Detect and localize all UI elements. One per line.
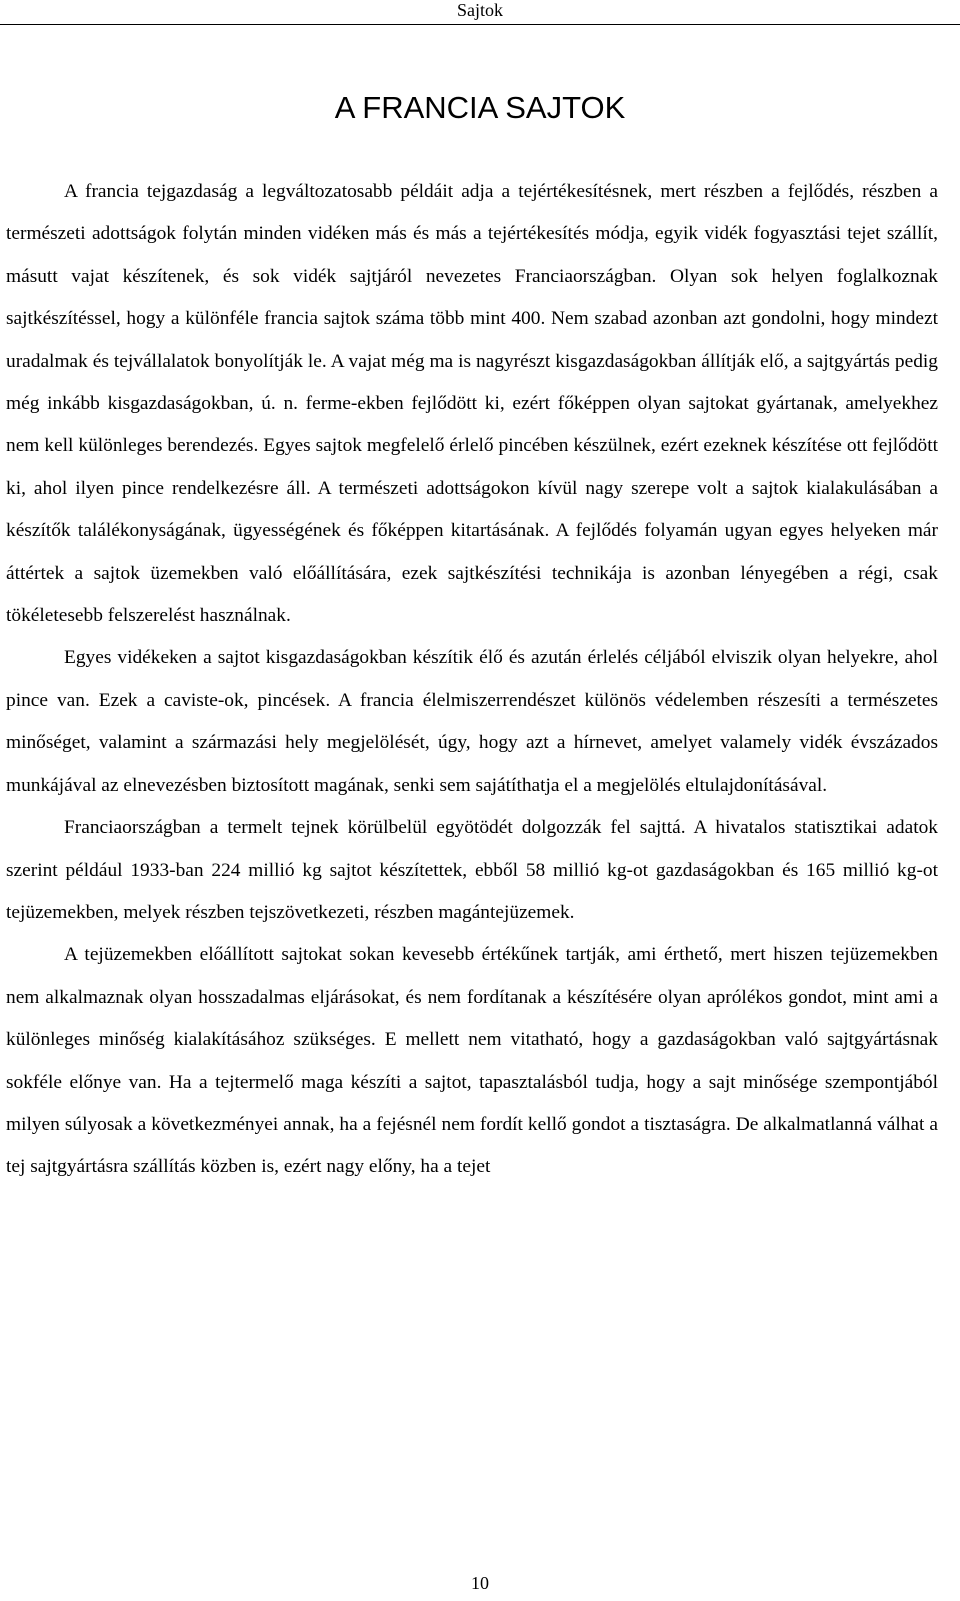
header-divider — [0, 24, 960, 25]
paragraph: A tejüzemekben előállított sajtokat sokan kevesebb értékűnek tartják, ami érthető, mert hiszen tejüzemekben nem alkalmaznak olyan hosszadalmas eljárásokat, és nem fordítanak a készítésére olyan aprólékos gondot, mint ami a különleges minőség kialakításához szükséges. E mellett nem vitatható, hogy a gazdaságokban való sajtgyártásnak sokféle előnye van. Ha a tejtermelő maga készíti a sajtot, tapasztalásból tudja, hogy a sajt minősége szempontjából milyen súlyosak a következményei annak, ha a fejésnél nem fordít kellő gondot a tisztaságra. De alkalmatlanná válhat a tej sajtgyártásra szállítás közben is, ezért nagy előny, ha a tejet — [6, 944, 938, 1178]
page-number: 10 — [471, 1573, 489, 1593]
paragraph: A francia tejgazdaság a legváltozatosabb példáit adja a tejértékesítésnek, mert részben a fejlődés, részben a természeti adottságok folytán minden vidéken más és más a tejértékesítés módja, egyik vidék fogyasztási tejet szállít, másutt vajat készítenek, és sok vidék sajtjáról nevezetes Franciaországban. Olyan sok helyen foglalkoznak sajtkészítéssel, hogy a különféle francia sajtok száma több mint 400. Nem szabad azonban azt gondolni, hogy mindezt uradalmak és tejvállalatok bonyolítják le. A vajat még ma is nagyrészt kisgazdaságokban állítják elő, a sajtgyártás pedig még inkább kisgazdaságokban, ú. n. ferme-ekben fejlődött ki, ezért főképpen olyan sajtokat gyártanak, amelyekhez nem kell különleges berendezés. Egyes sajtok megfelelő érlelő pincében készülnek, ezért ezeknek készítése ott fejlődött ki, ahol ilyen pince rendelkezésre áll. A természeti adottságokon kívül nagy szerepe volt a sajtok kialakulásában a készítők találékonyságának, ügyességének és főképpen kitartásának. A fejlődés folyamán ugyan egyes helyeken már áttértek a sajtok üzemekben való előállítására, ezek sajtkészítési technikája is azonban lényegében a régi, csak tökéletesebb felszerelést használnak. — [6, 181, 938, 627]
paragraph: Egyes vidékeken a sajtot kisgazdaságokban készítik élő és azután érlelés céljából elviszik olyan helyekre, ahol pince van. Ezek a caviste-ok, pincések. A francia élelmiszerrendészet különös védelemben részesíti a természetes minőséget, valamint a származási hely megjelölését, úgy, hogy azt a hírnevet, amelyet valamely vidék évszázados munkájával az elnevezésben biztosított magának, senki sem sajátíthatja el a megjelölés eltulajdonításával. — [6, 647, 938, 796]
document-body — [6, 171, 938, 1189]
running-header: Sajtok — [456, 0, 503, 20]
document-title: A FRANCIA SAJTOK — [334, 90, 626, 125]
paragraph: Franciaországban a termelt tejnek körülbelül egyötödét dolgozzák fel sajttá. A hivatalos statisztikai adatok szerint például 1933-ban 224 millió kg sajtot készítettek, ebből 58 millió kg-ot gazdaságokban és 165 millió kg-ot tejüzemekben, melyek részben tejszövetkezeti, részben magántejüzemek. — [6, 817, 938, 923]
